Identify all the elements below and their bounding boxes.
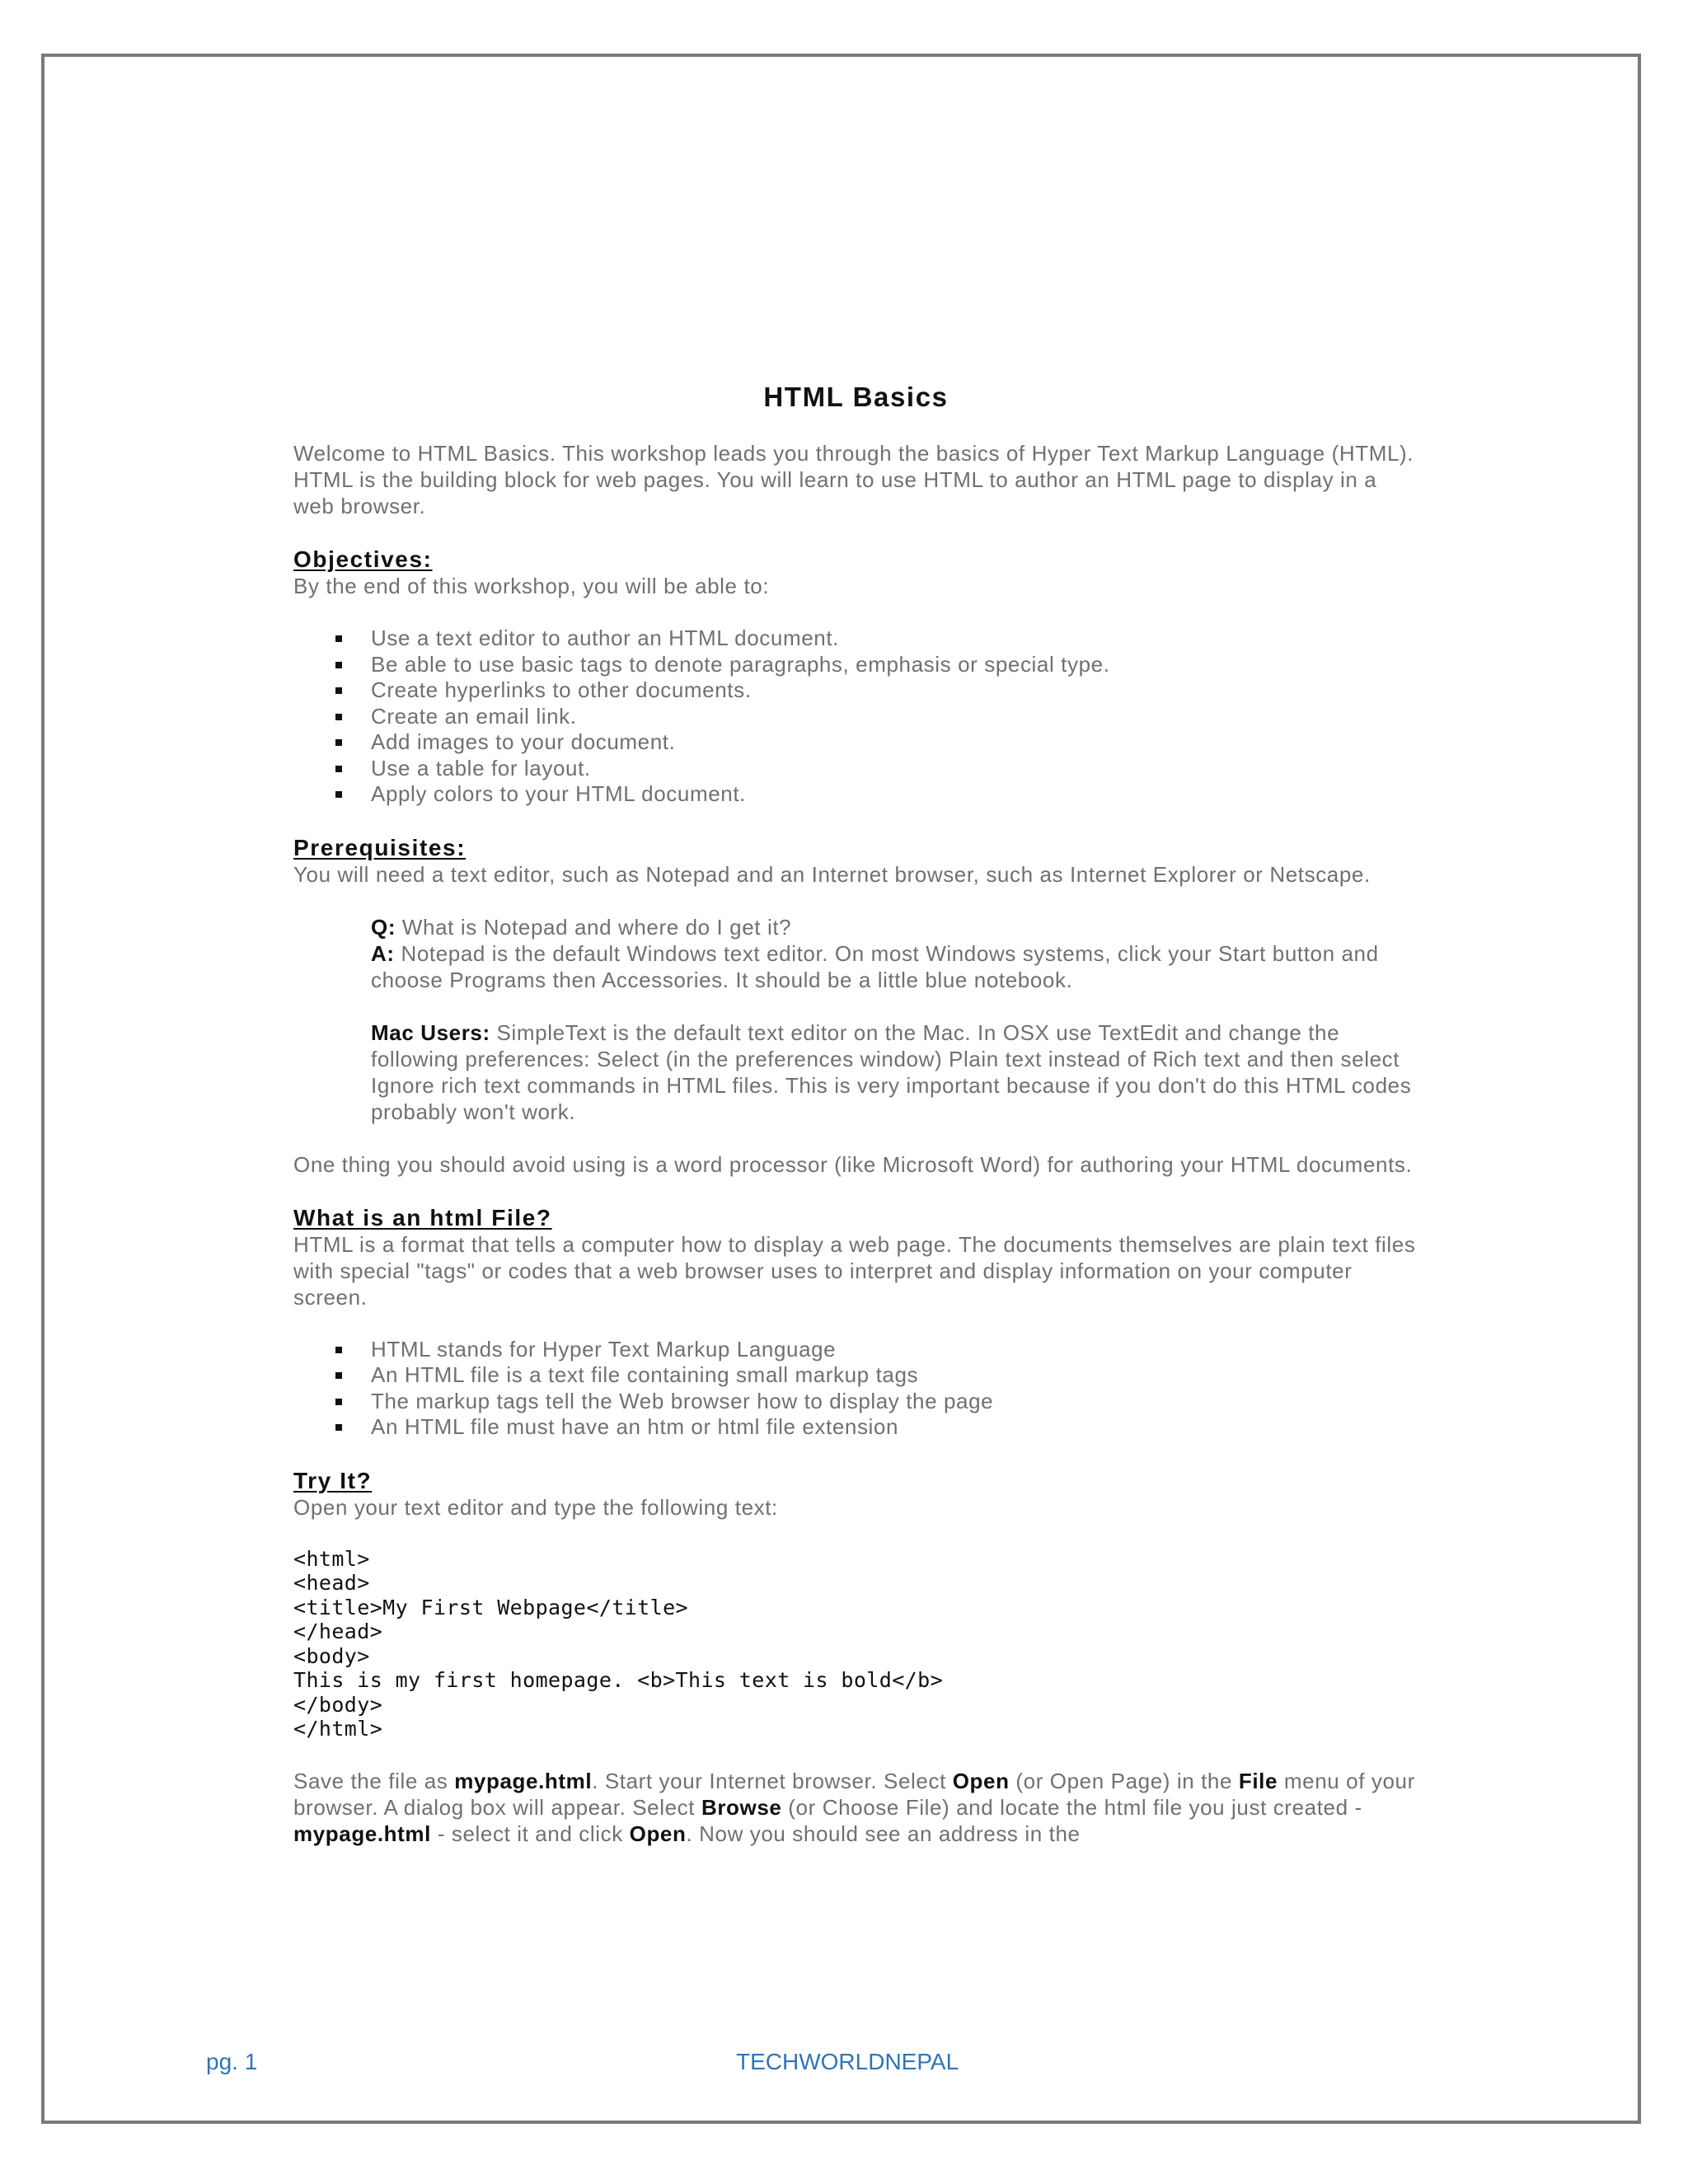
bullet-icon bbox=[335, 662, 342, 668]
bullet-icon bbox=[335, 1399, 342, 1405]
objectives-list bbox=[293, 626, 1418, 808]
list-item: Add images to your document. bbox=[371, 729, 1418, 756]
list-item: Use a table for layout. bbox=[371, 756, 1418, 782]
list-item: Create hyperlinks to other documents. bbox=[371, 677, 1418, 704]
code-line: <head> bbox=[293, 1571, 370, 1595]
objectives-heading: Objectives: bbox=[293, 546, 433, 572]
intro-paragraph: Welcome to HTML Basics. This workshop leads you through the basics of Hyper Text Markup Language (HTML). HTML is the building block for web pages. You will learn to use HTML to author an HTML page to display in a web browser. bbox=[293, 441, 1414, 518]
bullet-icon bbox=[335, 1372, 342, 1379]
objectives-lead: By the end of this workshop, you will be able to: bbox=[293, 574, 770, 598]
list-item: Use a text editor to author an HTML document. bbox=[371, 626, 1418, 652]
mac-users-note: Mac Users: SimpleText is the default text editor on the Mac. In OSX use TextEdit and change the following preferences: Select (in the preferences window) Plain text instead of Rich text and then select Ignore rich text commands in HTML files. This is very important because if you don't do this HTML codes probably won't work. bbox=[371, 1019, 1412, 1124]
bullet-icon bbox=[335, 714, 342, 720]
bullet-icon bbox=[335, 1347, 342, 1353]
code-sample bbox=[293, 1547, 1418, 1741]
prerequisites-heading: Prerequisites: bbox=[293, 834, 467, 860]
code-line: </head> bbox=[293, 1619, 383, 1643]
code-line: </body> bbox=[293, 1692, 383, 1717]
try-it-lead: Open your text editor and type the following text: bbox=[293, 1494, 778, 1520]
save-instructions: Save the file as mypage.html. Start your Internet browser. Select Open (or Open Page) in the File menu of your browser. A dialog box will appear. Select Browse (or Choose File) and locate the html file you just created - mypage.html - select it and click Open. Now you should see an address in the bbox=[293, 1768, 1415, 1846]
bullet-icon bbox=[335, 739, 342, 746]
answer: A: Notepad is the default Windows text editor. On most Windows systems, click your Start button and choose Programs then Accessories. It should be a little blue notebook. bbox=[371, 940, 1379, 992]
list-item: HTML stands for Hyper Text Markup Language bbox=[371, 1337, 1418, 1363]
bullet-icon bbox=[335, 635, 342, 642]
page-title: HTML Basics bbox=[763, 382, 949, 412]
try-it-heading: Try It? bbox=[293, 1467, 373, 1493]
bullet-icon bbox=[335, 791, 342, 798]
page-number: pg. 1 bbox=[206, 2049, 258, 2074]
footer-brand: TECHWORLDNEPAL bbox=[736, 2049, 959, 2074]
list-item: The markup tags tell the Web browser how to display the page bbox=[371, 1389, 1418, 1415]
code-line: <body> bbox=[293, 1643, 370, 1668]
code-line: This is my first homepage. <b>This text is bold</b> bbox=[293, 1668, 944, 1692]
avoid-paragraph: One thing you should avoid using is a word processor (like Microsoft Word) for authoring your HTML documents. bbox=[293, 1151, 1413, 1177]
what-is-heading: What is an html File? bbox=[293, 1204, 552, 1230]
prerequisites-text: You will need a text editor, such as Notepad and an Internet browser, such as Internet Explorer or Netscape. bbox=[293, 861, 1371, 887]
question: Q: What is Notepad and where do I get it? bbox=[371, 914, 792, 940]
what-is-text: HTML is a format that tells a computer how to display a web page. The documents themselves are plain text files with special "tags" or codes that a web browser uses to interpret and display information on your computer screen. bbox=[293, 1231, 1416, 1310]
qa-block bbox=[293, 914, 1418, 1125]
what-is-list bbox=[293, 1337, 1418, 1441]
mac-users-label: Mac Users: bbox=[371, 1019, 490, 1045]
code-line: </html> bbox=[293, 1717, 383, 1741]
list-item: An HTML file is a text file containing small markup tags bbox=[371, 1362, 1418, 1389]
bullet-icon bbox=[335, 766, 342, 772]
list-item: Create an email link. bbox=[371, 704, 1418, 730]
question-label: Q: bbox=[371, 914, 396, 940]
answer-label: A: bbox=[371, 940, 395, 966]
bullet-icon bbox=[335, 687, 342, 694]
list-item: An HTML file must have an htm or html file extension bbox=[371, 1414, 1418, 1441]
list-item: Apply colors to your HTML document. bbox=[371, 781, 1418, 808]
code-line: <title>My First Webpage</title> bbox=[293, 1595, 688, 1619]
code-line: <html> bbox=[293, 1546, 370, 1571]
document-body bbox=[293, 381, 1418, 1847]
bullet-icon bbox=[335, 1424, 342, 1431]
list-item: Be able to use basic tags to denote paragraphs, emphasis or special type. bbox=[371, 652, 1418, 678]
